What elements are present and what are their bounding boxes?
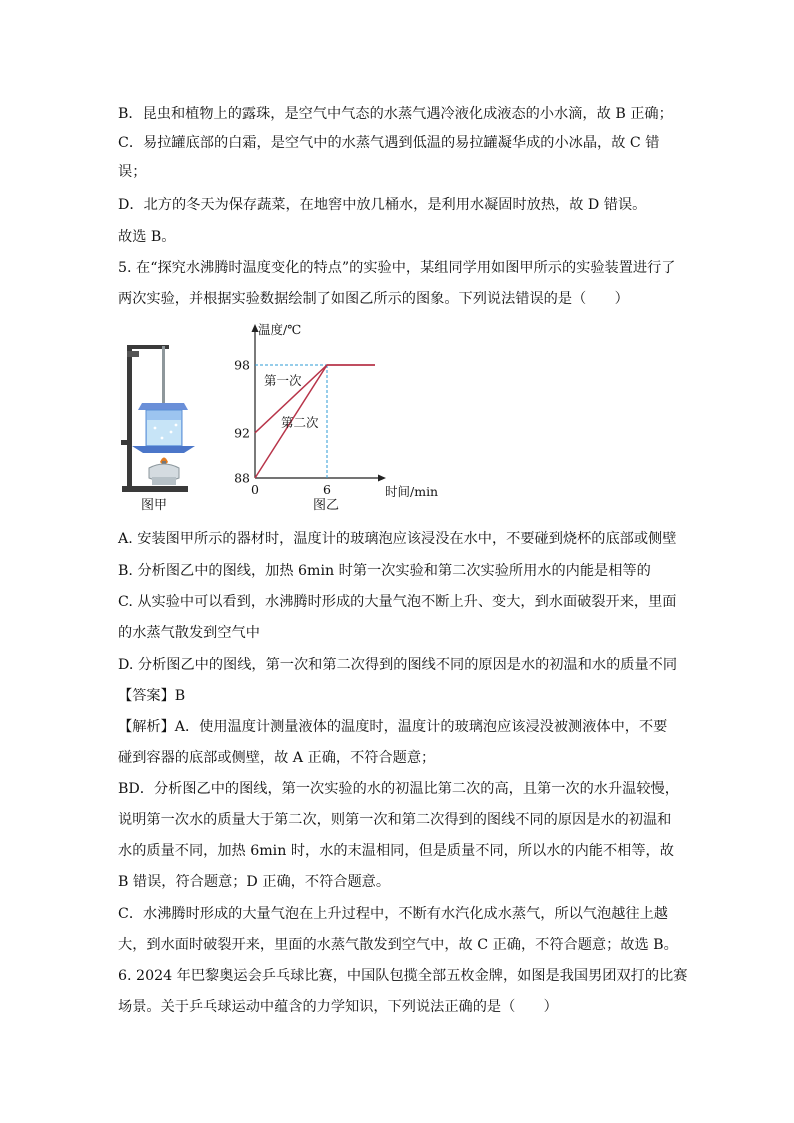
lamp-base: [152, 477, 176, 485]
stand-rod: [127, 345, 132, 487]
analysis-c: C．水沸腾时形成的大量气泡在上升过程中，不断有水汽化成水蒸气，所以气泡越往上越: [118, 906, 668, 922]
x-tick-label: 6: [323, 482, 331, 497]
question-6-stem: 6. 2024 年巴黎奥运会乒乓球比赛，中国队包揽全部五枚金牌，如图是我国男团双打的比赛: [118, 968, 688, 984]
x-tick-label: 0: [251, 482, 259, 497]
option-c-explanation-cont: 误；: [118, 164, 147, 180]
option-b-explanation: B．昆虫和植物上的露珠，是空气中气态的水蒸气遇冷液化成液态的小水滴，故 B 正确；: [118, 106, 673, 122]
series-label-second: 第二次: [281, 415, 319, 430]
figure-b-chart: [234, 322, 438, 499]
answer-label: 【答案】B: [118, 688, 186, 704]
figure-a-caption: 图甲: [141, 498, 168, 513]
question-5-stem-cont: 两次实验，并根据实验数据绘制了如图乙所示的图象。下列说法错误的是（ ）: [118, 291, 629, 307]
figure-b-caption: 图乙: [313, 498, 340, 513]
stand-clamp: [127, 351, 139, 357]
analysis-bd: BD．分析图乙中的图线，第一次实验的水的初温比第二次的高，且第一次的水升温较慢，: [118, 781, 679, 797]
analysis-bd-cont-3: B 错误，符合题意；D 正确，不符合题意。: [118, 874, 391, 890]
beaker-lid: [138, 403, 188, 410]
option-b: B. 分析图乙中的图线，加热 6min 时第一次实验和第二次实验所用水的内能是相等的: [118, 563, 651, 579]
analysis-a-cont: 碰到容器的底部或侧壁，故 A 正确，不符合题意；: [118, 750, 436, 766]
wire-gauze: [132, 446, 195, 453]
option-c-explanation: C．易拉罐底部的白霜，是空气中的水蒸气遇到低温的易拉罐凝华成的小冰晶，故 C 错: [118, 135, 660, 151]
option-d-explanation: D．北方的冬天为保存蔬菜，在地窖中放几桶水，是利用水凝固时放热，故 D 错误。: [118, 197, 647, 213]
analysis-bd-cont-1: 说明第一次水的质量大于第二次，则第一次和第二次得到的图线不同的原因是水的初温和: [118, 812, 672, 828]
option-a: A. 安装图甲所示的器材时，温度计的玻璃泡应该浸没在水中，不要碰到烧杯的底部或侧壁: [118, 531, 677, 547]
question-6-stem-cont: 场景。关于乒乓球运动中蕴含的力学知识，下列说法正确的是（ ）: [118, 999, 558, 1015]
figure-a-apparatus: [121, 345, 195, 492]
series-label-first: 第一次: [264, 373, 302, 388]
question-5-stem: 5. 在“探究水沸腾时温度变化的特点”的实验中，某组同学用如图甲所示的实验装置进行了: [118, 260, 676, 276]
x-axis-arrow: [378, 475, 386, 482]
analysis-c-cont: 大，到水面时破裂开来，里面的水蒸气散发到空气中，故 C 正确，不符合题意；故选 B。: [118, 937, 678, 953]
y-axis-label: 温度/℃: [258, 322, 302, 337]
analysis-a: 【解析】A．使用温度计测量液体的温度时，温度计的玻璃泡应该浸没被测液体中，不要: [118, 719, 668, 735]
option-c-cont: 的水蒸气散发到空气中: [118, 625, 260, 641]
y-tick-label: 92: [234, 425, 250, 441]
x-axis-label: 时间/min: [385, 484, 439, 499]
option-c: C. 从实验中可以看到，水沸腾时形成的大量气泡不断上升、变大，到水面破裂开来，里面: [118, 594, 677, 610]
y-tick-label: 98: [234, 357, 250, 373]
choose-b-line: 故选 B。: [118, 229, 176, 245]
analysis-bd-cont-2: 水的质量不同，加热 6min 时，水的末温相同，但是质量不同，所以水的内能不相等，故: [118, 843, 674, 859]
ring-clamp: [121, 440, 131, 445]
y-tick-label: 88: [234, 470, 250, 486]
option-d: D. 分析图乙中的图线，第一次和第二次得到的图线不同的原因是水的初温和水的质量不同: [118, 657, 678, 673]
